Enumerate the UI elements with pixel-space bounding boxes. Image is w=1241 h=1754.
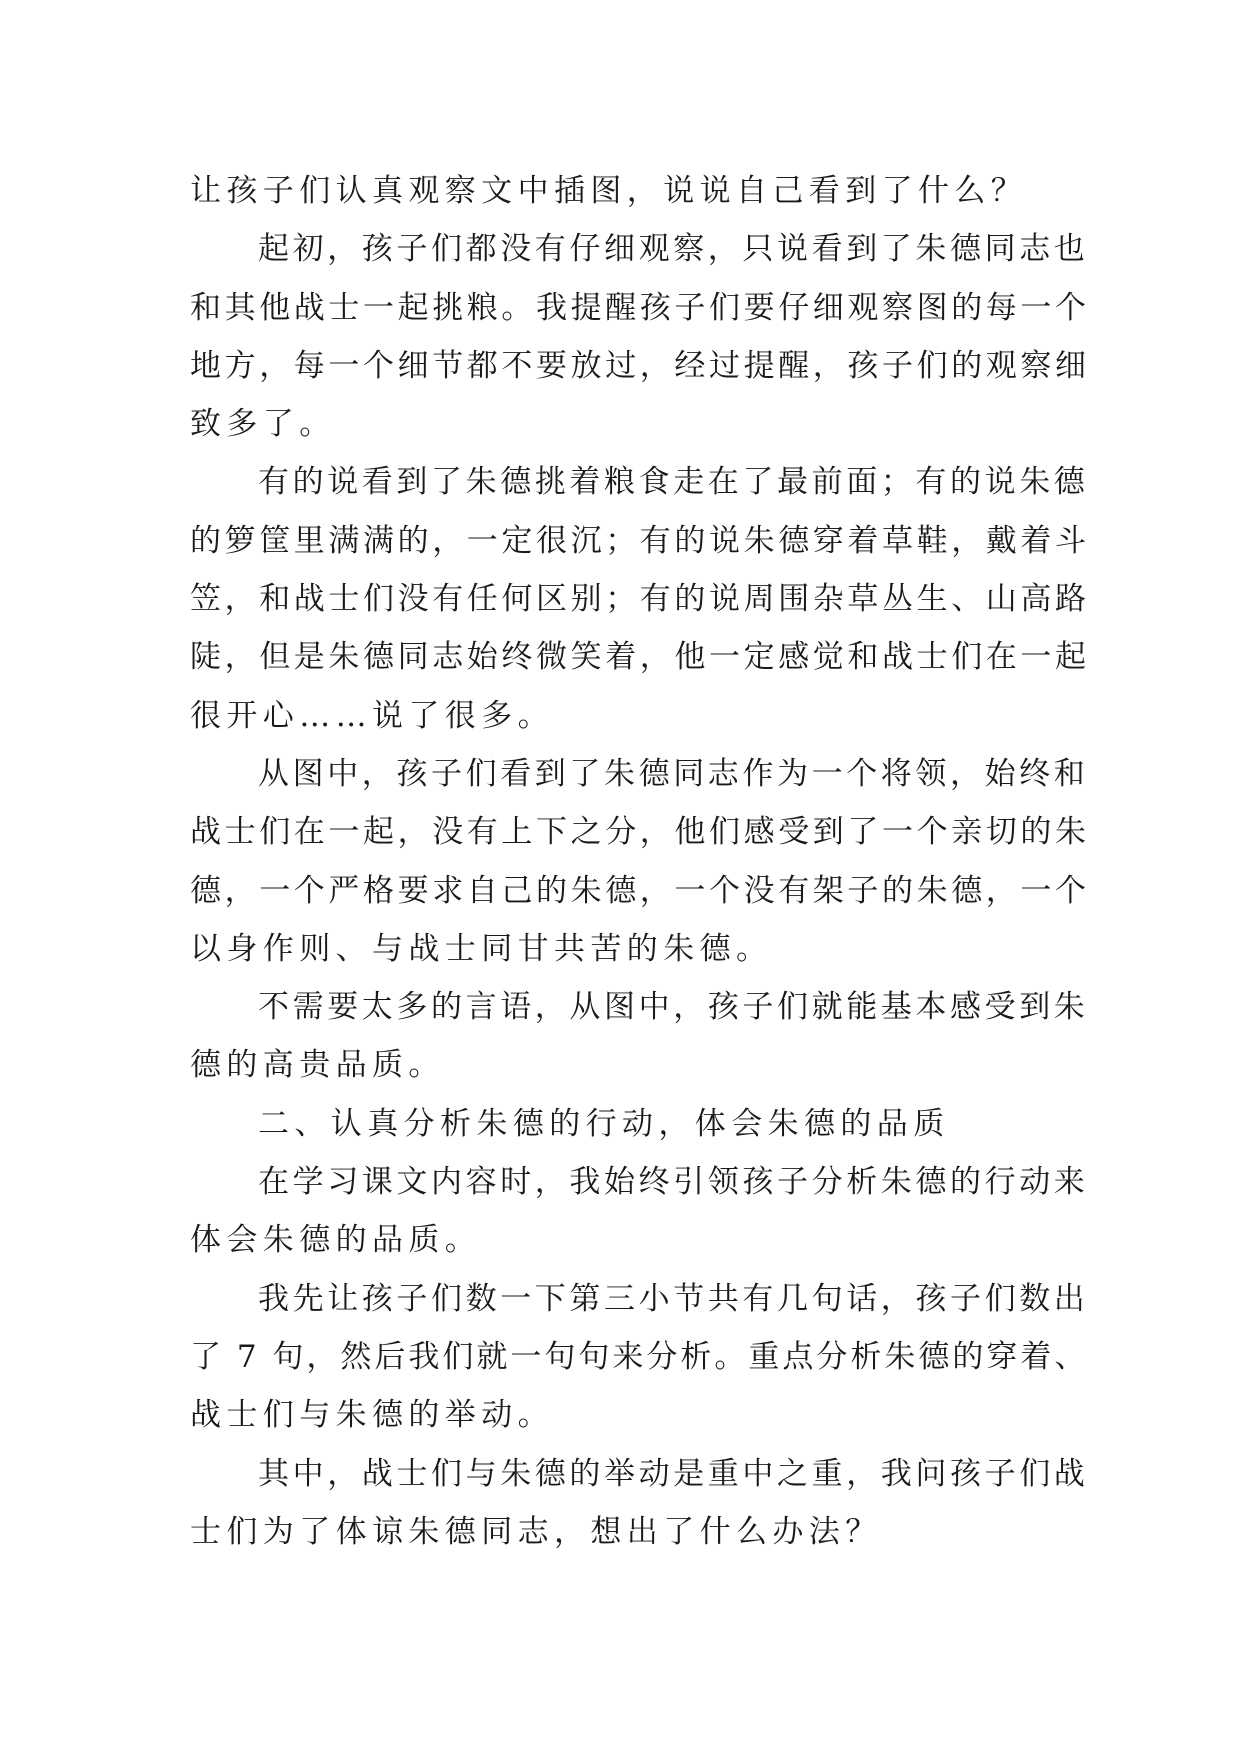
text-line: 了 7 句，然后我们就一句句来分析。重点分析朱德的穿着、 <box>190 1338 1089 1375</box>
text-line: 不需要太多的言语，从图中，孩子们就能基本感受到朱 <box>258 989 1089 1026</box>
text-line: 在学习课文内容时，我始终引领孩子分析朱德的行动来 <box>258 1164 1089 1201</box>
text-line: 有的说看到了朱德挑着粮食走在了最前面；有的说朱德 <box>258 464 1089 501</box>
text-line: 致多了。 <box>190 406 336 443</box>
text-line: 起初，孩子们都没有仔细观察，只说看到了朱德同志也 <box>258 231 1089 268</box>
text-line: 德，一个严格要求自己的朱德，一个没有架子的朱德，一个 <box>190 872 1090 909</box>
text-line: 德的高贵品质。 <box>190 1047 445 1084</box>
text-line: 二、认真分析朱德的行动，体会朱德的品质 <box>258 1105 950 1142</box>
text-line: 的箩筐里满满的，一定很沉；有的说朱德穿着草鞋，戴着斗 <box>190 522 1090 559</box>
text-line: 战士们与朱德的举动。 <box>190 1397 554 1434</box>
text-line: 让孩子们认真观察文中插图，说说自己看到了什么？ <box>190 173 1028 209</box>
text-line: 其中，战士们与朱德的举动是重中之重，我问孩子们战 <box>258 1455 1089 1492</box>
text-line: 战士们在一起，没有上下之分，他们感受到了一个亲切的朱 <box>190 814 1090 851</box>
text-line: 很开心……说了很多。 <box>190 697 554 734</box>
text-line: 从图中，孩子们看到了朱德同志作为一个将领，始终和 <box>258 755 1089 792</box>
text-line: 地方，每一个细节都不要放过，经过提醒，孩子们的观察细 <box>190 347 1090 384</box>
text-line: 笠，和战士们没有任何区别；有的说周围杂草丛生、山高路 <box>190 581 1090 618</box>
document-body <box>190 162 1090 1561</box>
text-line: 以身作则、与战士同甘共苦的朱德。 <box>190 930 773 967</box>
text-line: 和其他战士一起挑粮。我提醒孩子们要仔细观察图的每一个 <box>190 289 1090 326</box>
text-line: 士们为了体谅朱德同志，想出了什么办法？ <box>190 1513 882 1550</box>
text-line: 陡，但是朱德同志始终微笑着，他一定感觉和战士们在一起 <box>190 639 1090 676</box>
text-line: 我先让孩子们数一下第三小节共有几句话，孩子们数出 <box>258 1280 1089 1317</box>
text-line: 体会朱德的品质。 <box>190 1222 482 1259</box>
